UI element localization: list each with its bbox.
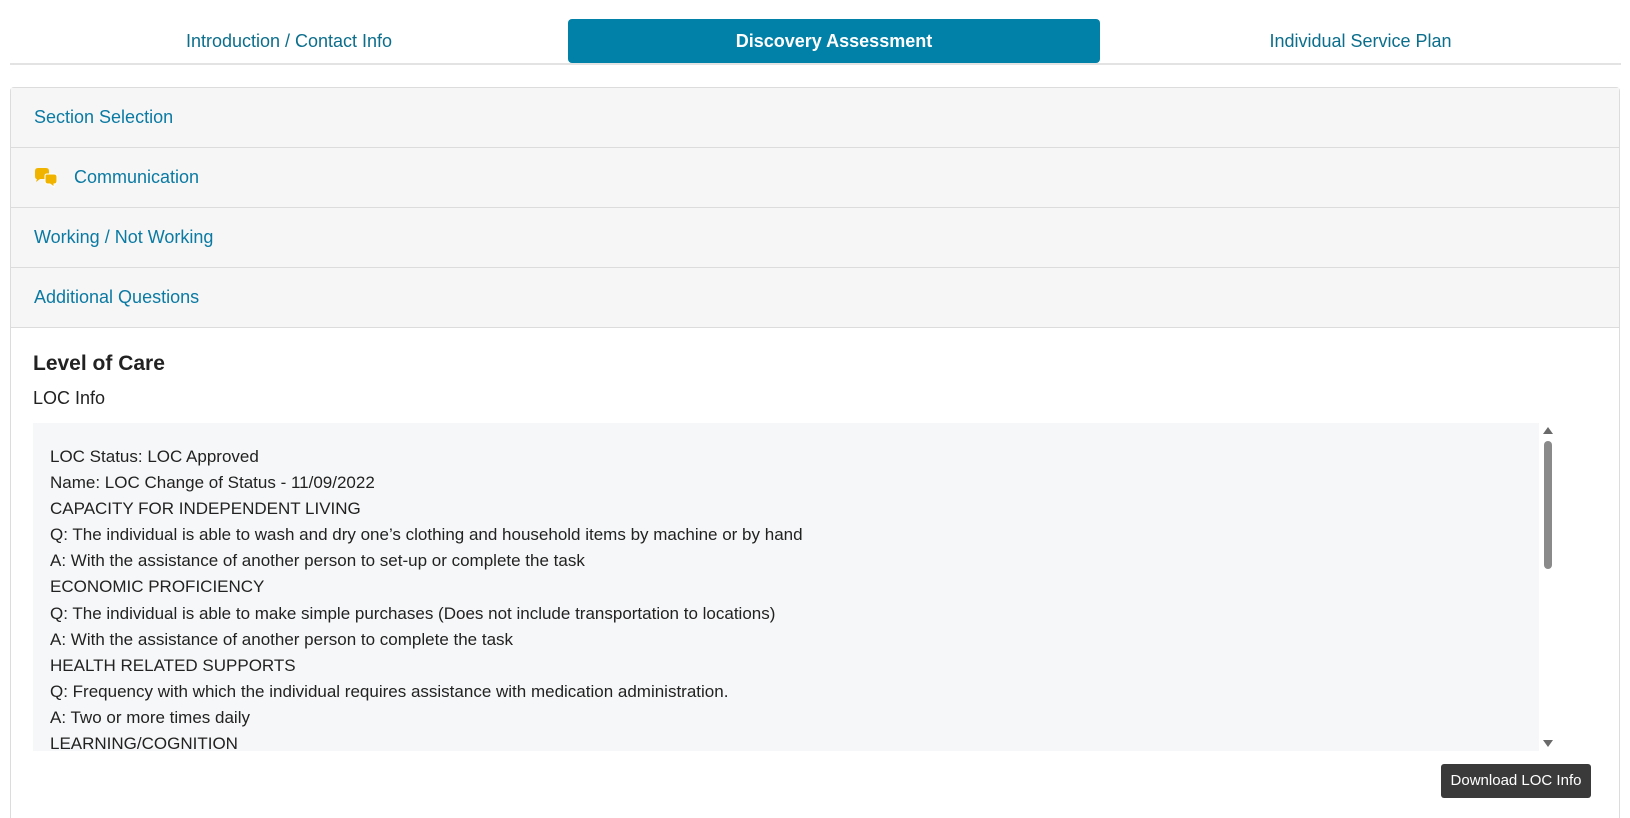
tab-introduction-contact-info[interactable]: Introduction / Contact Info xyxy=(185,31,393,51)
tab-bar xyxy=(10,19,1621,65)
section-title: Level of Care xyxy=(33,352,165,375)
accordion-item-label: Working / Not Working xyxy=(34,227,214,247)
loc-info-line: Name: LOC Change of Status - 11/09/2022 xyxy=(50,473,375,493)
accordion xyxy=(10,87,1620,818)
accordion-item-working-not-working[interactable] xyxy=(11,208,1619,268)
accordion-item-label: Additional Questions xyxy=(34,287,200,307)
loc-info-line: ECONOMIC PROFICIENCY xyxy=(50,577,265,597)
comments-icon xyxy=(33,168,59,188)
loc-info-line: HEALTH RELATED SUPPORTS xyxy=(50,655,296,675)
loc-info-line: CAPACITY FOR INDEPENDENT LIVING xyxy=(50,499,361,519)
loc-info-line: A: With the assistance of another person to set-up or complete the task xyxy=(50,551,585,571)
loc-info-lines xyxy=(50,444,803,751)
accordion-item-communication[interactable] xyxy=(11,148,1619,208)
tab-discovery-assessment[interactable]: Discovery Assessment xyxy=(568,19,1100,63)
accordion-item-label: Communication xyxy=(74,167,200,187)
loc-info-line: LOC Status: LOC Approved xyxy=(50,447,259,466)
accordion-item-section-selection[interactable] xyxy=(11,88,1619,148)
loc-info-line: Q: The individual is able to wash and dry one’s clothing and household items by machine or by hand xyxy=(50,525,803,545)
scroll-up-arrow-icon[interactable] xyxy=(1543,427,1553,434)
loc-info-scroll-box[interactable] xyxy=(33,423,1557,751)
scroll-down-arrow-icon[interactable] xyxy=(1543,740,1553,747)
loc-info-line: Q: Frequency with which the individual requires assistance with medication administration. xyxy=(50,681,729,701)
scrollbar-thumb[interactable] xyxy=(1544,441,1552,569)
download-loc-info-button[interactable]: Download LOC Info xyxy=(1441,764,1591,798)
accordion-item-label: Section Selection xyxy=(34,107,174,127)
loc-info-line: Q: The individual is able to make simple purchases (Does not include transportation to locations) xyxy=(50,603,776,623)
loc-info-line: A: With the assistance of another person to complete the task xyxy=(50,629,514,649)
vertical-scrollbar[interactable] xyxy=(1539,423,1557,751)
section-subtitle: LOC Info xyxy=(33,388,106,408)
loc-info-line: LEARNING/COGNITION xyxy=(50,734,238,751)
tab-individual-service-plan[interactable]: Individual Service Plan xyxy=(1269,31,1452,51)
loc-info-line: A: Two or more times daily xyxy=(50,707,250,727)
accordion-item-additional-questions[interactable] xyxy=(11,268,1619,328)
